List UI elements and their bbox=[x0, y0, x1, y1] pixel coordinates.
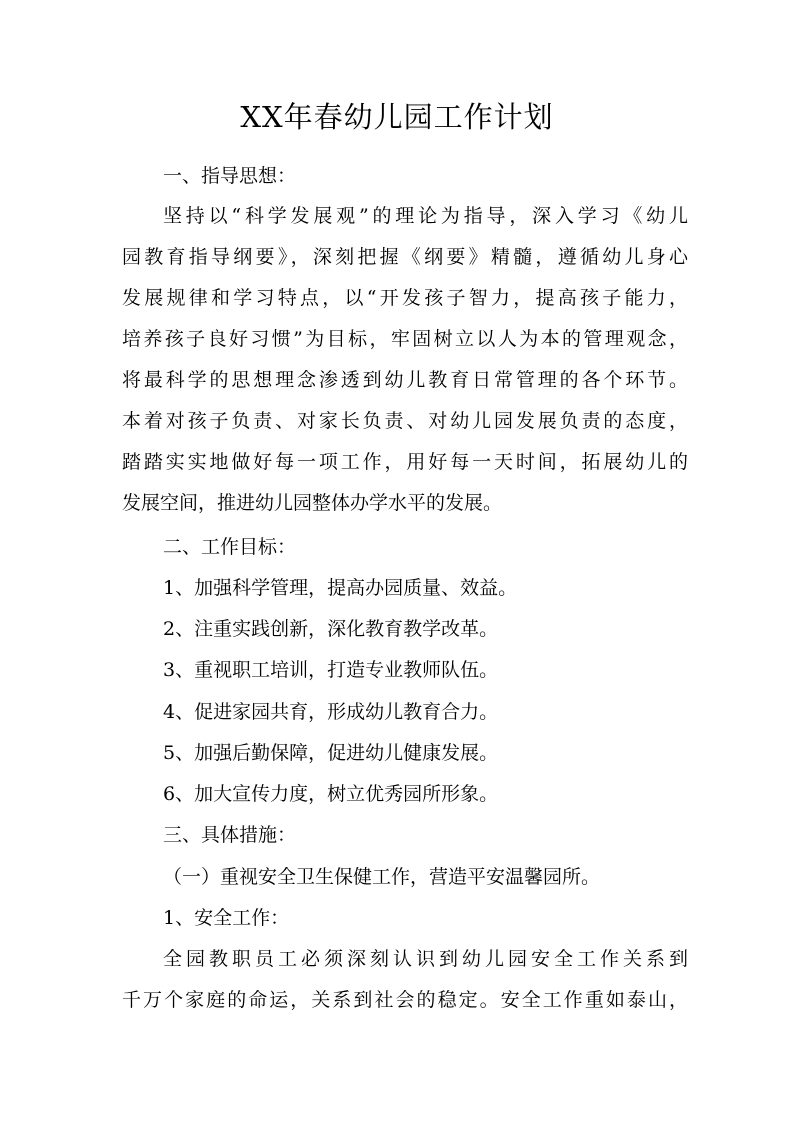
section-heading-specific-measures: 三、具体措施： bbox=[163, 824, 297, 846]
paragraph-line: 将最科学的思想理念渗透到幼儿教育日常管理的各个环节。 bbox=[122, 369, 688, 391]
section-heading-guiding-ideology: 一、指导思想： bbox=[163, 165, 297, 187]
document-title: XX年春幼儿园工作计划 bbox=[240, 100, 554, 134]
paragraph-line: 培养孩子良好习惯”为目标，牢固树立以人为本的管理观念， bbox=[122, 328, 688, 350]
subsection-heading: （一）重视安全卫生保健工作，营造平安温馨园所。 bbox=[163, 866, 601, 888]
paragraph-line: 坚持以“科学发展观”的理论为指导，深入学习《幼儿 bbox=[163, 205, 688, 227]
paragraph-line: 本着对孩子负责、对家长负责、对幼儿园发展负责的态度， bbox=[122, 410, 688, 432]
paragraph-line: 发展规律和学习特点，以“开发孩子智力，提高孩子能力， bbox=[122, 287, 688, 309]
section-heading-work-goals: 二、工作目标： bbox=[163, 536, 297, 558]
goal-list-item: 1、加强科学管理，提高办园质量、效益。 bbox=[163, 577, 518, 599]
goal-list-item: 3、重视职工培训，打造专业教师队伍。 bbox=[163, 659, 499, 681]
subsection-item: 1、安全工作： bbox=[163, 907, 290, 929]
paragraph-line: 千万个家庭的命运，关系到社会的稳定。安全工作重如泰山， bbox=[122, 989, 688, 1011]
paragraph-line: 全园教职员工必须深刻认识到幼儿园安全工作关系到 bbox=[163, 948, 688, 970]
paragraph-line: 园教育指导纲要》，深刻把握《纲要》精髓，遵循幼儿身心 bbox=[122, 246, 688, 268]
paragraph-line: 发展空间，推进幼儿园整体办学水平的发展。 bbox=[122, 492, 503, 514]
paragraph-line: 踏踏实实地做好每一项工作，用好每一天时间，拓展幼儿的 bbox=[122, 451, 688, 473]
goal-list-item: 4、促进家园共育，形成幼儿教育合力。 bbox=[163, 701, 499, 723]
goal-list-item: 2、注重实践创新，深化教育教学改革。 bbox=[163, 618, 499, 640]
goal-list-item: 5、加强后勤保障，促进幼儿健康发展。 bbox=[163, 742, 499, 764]
goal-list-item: 6、加大宣传力度，树立优秀园所形象。 bbox=[163, 783, 499, 805]
